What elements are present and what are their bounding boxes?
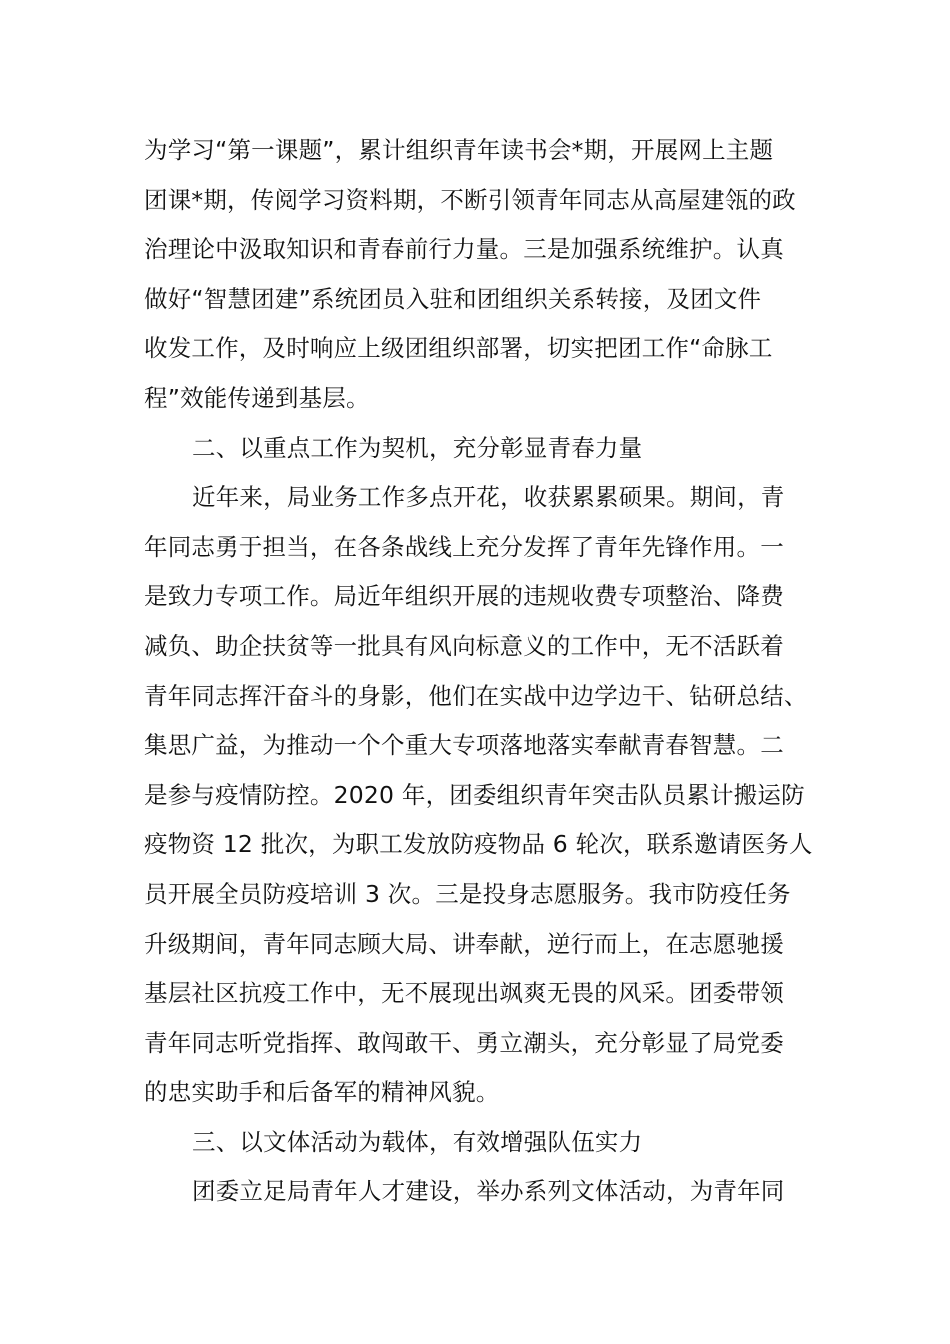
text-line: 程”效能传递到基层。: [144, 383, 370, 412]
document-body: [144, 126, 824, 1217]
text-line: 年同志勇于担当，在各条战线上充分发挥了青年先锋作用。一: [144, 532, 784, 561]
paragraph-first-line: 三、以文体活动为载体，有效增强队伍实力: [192, 1127, 643, 1156]
text-line: 是参与疫情防控。2020 年，团委组织青年突击队员累计搬运防: [144, 780, 805, 809]
paragraph-first-line: 二、以重点工作为契机，充分彰显青春力量: [192, 433, 643, 462]
text-line: 疫物资 12 批次，为职工发放防疫物品 6 轮次，联系邀请医务人: [144, 830, 813, 859]
text-line: 为学习“第一课题”，累计组织青年读书会*期，开展网上主题: [144, 136, 774, 164]
text-line: 集思广益，为推动一个个重大专项落地落实奉献青春智慧。二: [144, 731, 784, 760]
paragraph-first-line: 近年来，局业务工作多点开花，收获累累硕果。期间，青: [192, 483, 785, 512]
text-line: 青年同志挥汗奋斗的身影，他们在实战中边学边干、钻研总结、: [144, 681, 808, 710]
text-line: 做好“智慧团建”系统团员入驻和团组织关系转接，及团文件: [144, 284, 762, 313]
text-line: 青年同志听党指挥、敢闯敢干、勇立潮头，充分彰显了局党委: [144, 1028, 784, 1057]
text-line: 团课*期，传阅学习资料期，不断引领青年同志从高屋建瓴的政: [144, 185, 796, 214]
text-line: 是致力专项工作。局近年组织开展的违规收费专项整治、降费: [144, 582, 784, 611]
text-line: 基层社区抗疫工作中，无不展现出飒爽无畏的风采。团委带领: [144, 979, 784, 1008]
text-line: 的忠实助手和后备军的精神风貌。: [144, 1078, 500, 1107]
text-line: 减负、助企扶贫等一批具有风向标意义的工作中，无不活跃着: [144, 631, 784, 660]
text-line: 收发工作，及时响应上级团组织部署，切实把团工作“命脉工: [144, 334, 773, 363]
paragraph-first-line: 团委立足局青年人才建设，举办系列文体活动，为青年同: [192, 1177, 785, 1206]
text-line: 治理论中汲取知识和青春前行力量。三是加强系统维护。认真: [144, 235, 784, 264]
text-line: 升级期间，青年同志顾大局、讲奉献，逆行而上，在志愿驰援: [144, 929, 784, 958]
text-line: 员开展全员防疫培训 3 次。三是投身志愿服务。我市防疫任务: [144, 879, 791, 908]
